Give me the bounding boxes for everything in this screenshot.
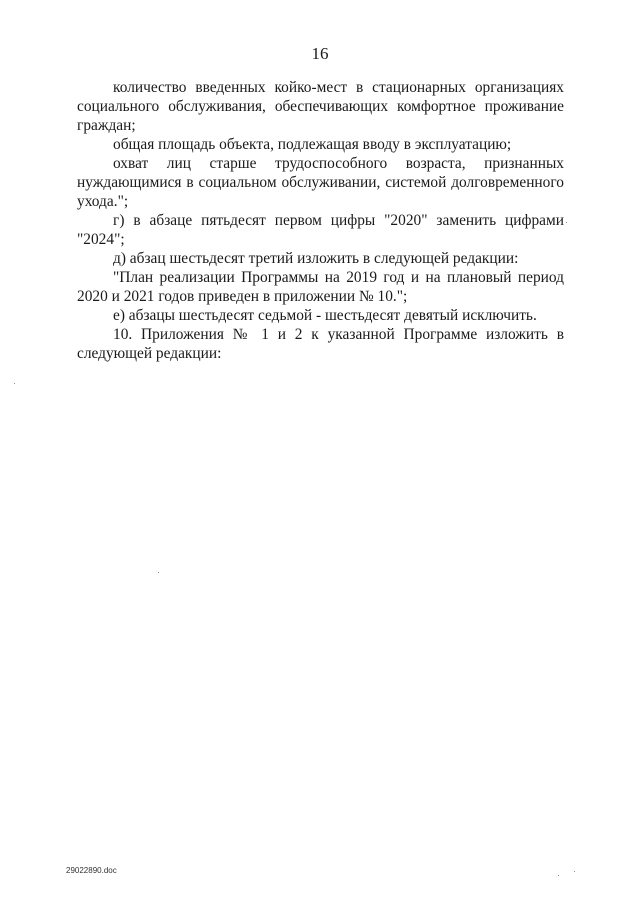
scan-speck (14, 383, 15, 384)
paragraph-total-area: общая площадь объекта, подлежащая вводу в эксплуатацию; (113, 136, 512, 153)
page-number: 16 (311, 44, 329, 63)
paragraph-plan-quote: "План реализации Программы на 2019 год и на плановый период 2020 и 2021 годов приведен в приложении № 10."; (77, 269, 564, 305)
paragraph-item-g: г) в абзаце пятьдесят первом цифры "2020" заменить цифрами "2024"; (77, 212, 564, 248)
scan-speck (558, 875, 559, 876)
paragraph-bed-places: количество введенных койко-мест в стационарных организациях социального обслуживания, обеспечивающих комфортное проживание граждан; (77, 79, 564, 134)
footer-file-code: 29022890.doc (66, 866, 117, 875)
scan-speck (566, 222, 567, 223)
paragraph-item-e: е) абзацы шестьдесят седьмой - шестьдесят девятый исключить. (113, 307, 537, 324)
paragraph-coverage: охват лиц старше трудоспособного возраста, признанных нуждающимися в социальном обслуживании, системой долговременного ухода."; (77, 155, 564, 210)
paragraph-item-10: 10. Приложения № 1 и 2 к указанной Программе изложить в следующей редакции: (77, 326, 564, 362)
scan-speck (158, 572, 159, 573)
document-body (77, 78, 564, 363)
scan-speck (574, 871, 575, 872)
paragraph-item-d: д) абзац шестьдесят третий изложить в следующей редакции: (113, 250, 519, 267)
